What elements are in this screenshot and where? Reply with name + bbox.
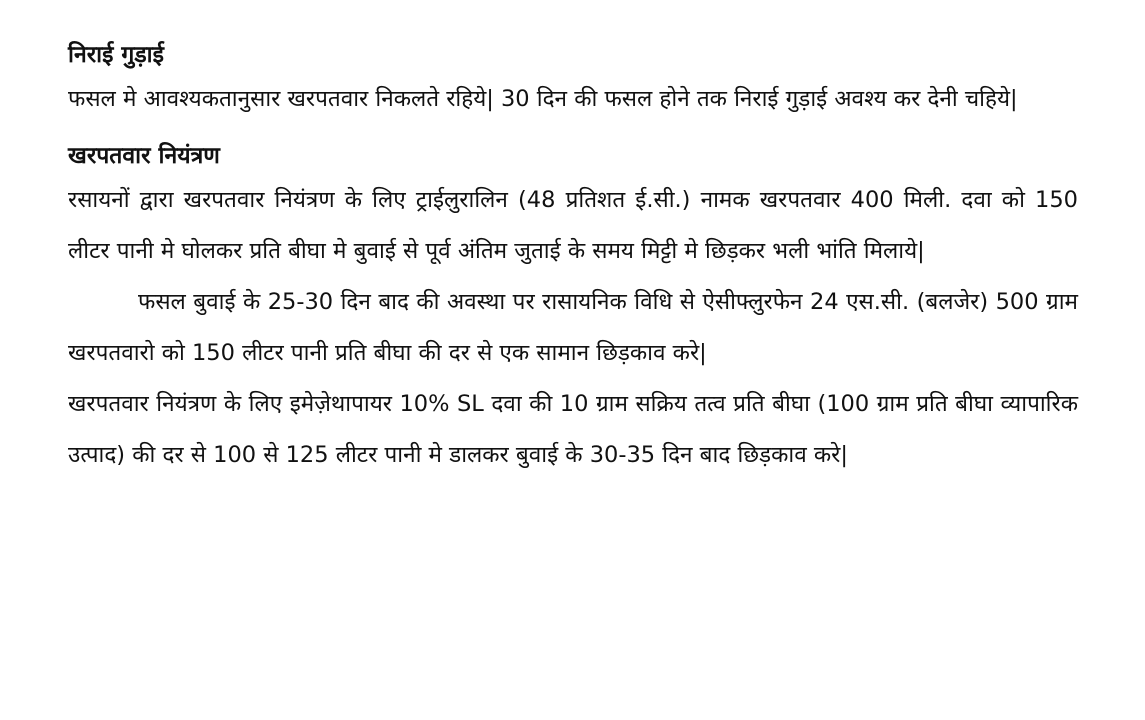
section-heading-weed-control: खरपतवार नियंत्रण bbox=[68, 143, 220, 169]
paragraph-chemical-control: रसायनों द्वारा खरपतवार नियंत्रण के लिए ट्राईलुरालिन (48 प्रतिशत ई.सी.) नामक खरपतवार 400 मिली. दवा को 150 लीटर पानी मे घोलकर प्रति बीघा मे बुवाई से पूर्व अंतिम जुताई के समय मिट्टी मे छिड़कर भली भांति मिलाये| bbox=[68, 187, 1078, 264]
section-spacer bbox=[68, 125, 1078, 139]
paragraph-weeding: फसल मे आवश्यकतानुसार खरपतवार निकलते रहिये| 30 दिन की फसल होने तक निराई गुड़ाई अवश्य कर देनी चहिये| bbox=[68, 86, 1018, 112]
paragraph-imazethapyr: खरपतवार नियंत्रण के लिए इमेज़ेथापायर 10% SL दवा की 10 ग्राम सक्रिय तत्व प्रति बीघा (100 ग्राम प्रति बीघा व्यापारिक उत्पाद) की दर से 100 से 125 लीटर पानी मे डालकर बुवाई के 30-35 दिन बाद छिड़काव करे| bbox=[68, 391, 1078, 468]
document-page bbox=[68, 38, 1078, 481]
paragraph-post-sowing-spray: फसल बुवाई के 25-30 दिन बाद की अवस्था पर रासायनिक विधि से ऐसीफ्लुरफेन 24 एस.सी. (बलजेर) 500 ग्राम खरपतवारो को 150 लीटर पानी प्रति बीघा की दर से एक सामान छिड़काव करे| bbox=[68, 289, 1078, 366]
section-heading-weeding: निराई गुड़ाई bbox=[68, 42, 164, 68]
